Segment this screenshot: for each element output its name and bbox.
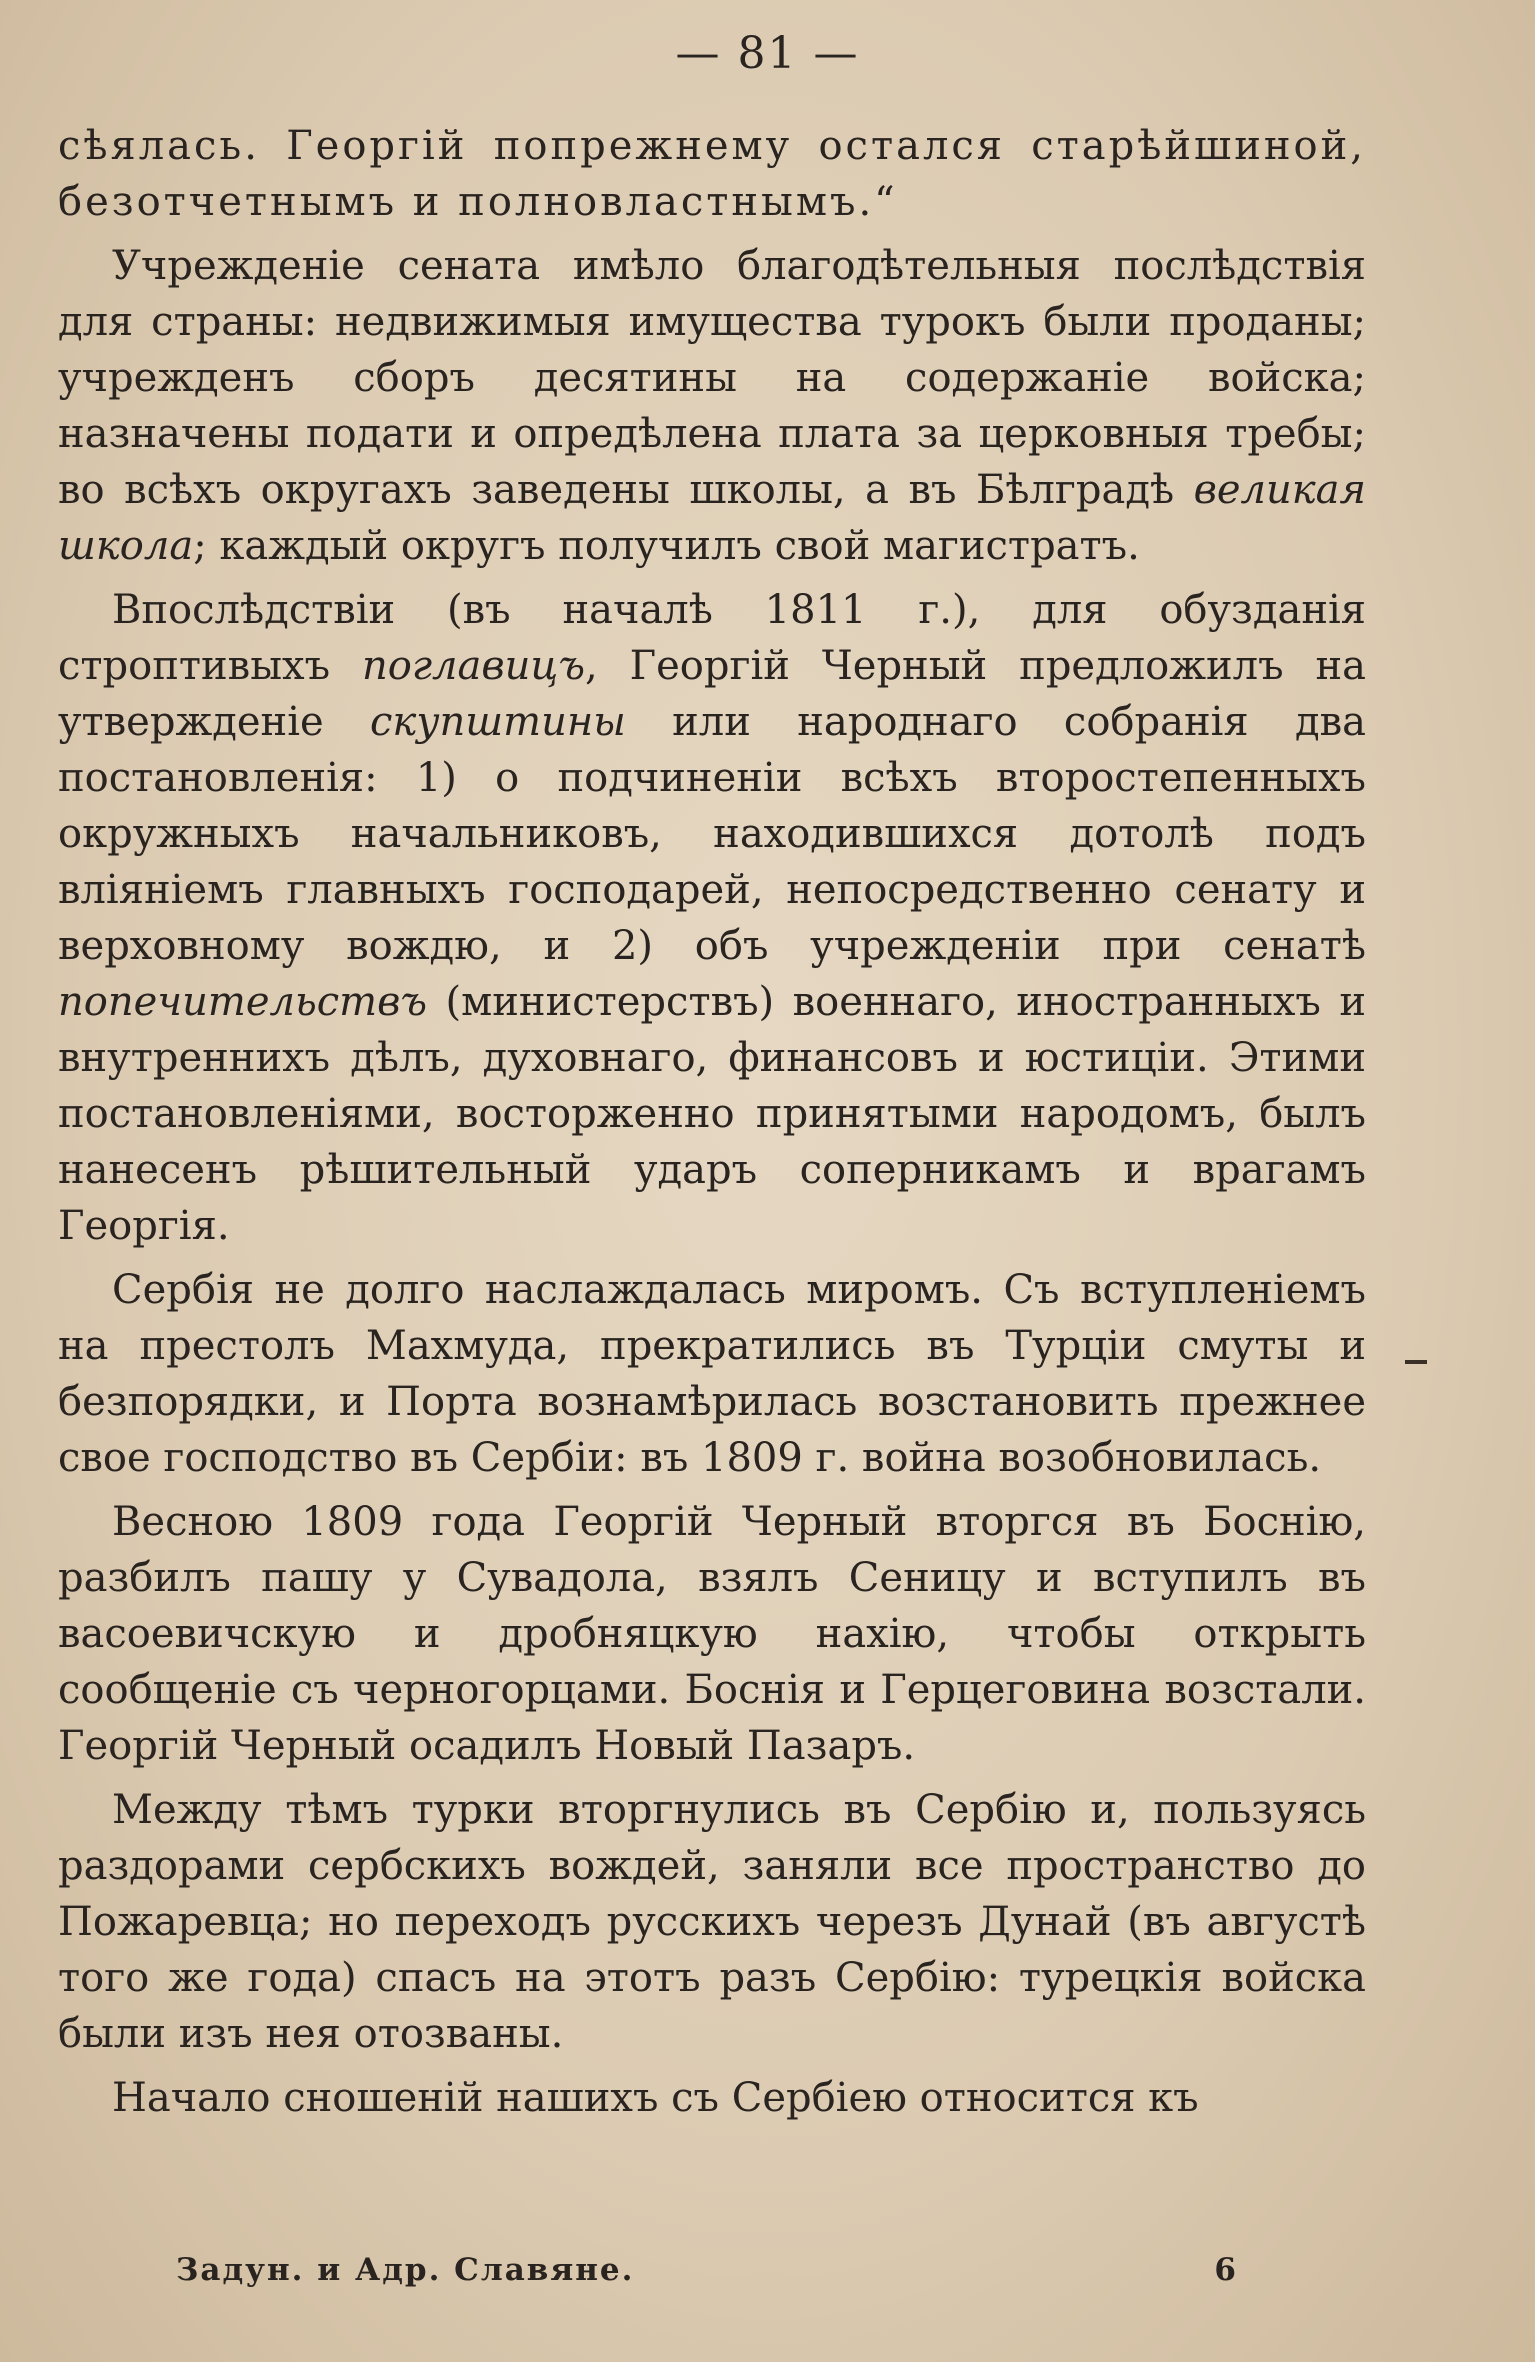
body-text [58, 118, 1366, 2126]
margin-dash-mark [1405, 1360, 1427, 1364]
paragraph-3-text-3: или народнаго собранія два постановленія: 1) о подчиненіи всѣхъ второстепенныхъ окружныхъ начальниковъ, находившихся дотолѣ подъ вліяніемъ главныхъ господарей, непосредственно сенату и верховному вождю, и 2) объ учрежденіи при сенатѣ [58, 699, 1366, 969]
signature-number: 6 [1214, 2252, 1238, 2288]
paragraph-2 [58, 238, 1366, 574]
paragraph-1-text: сѣялась. Георгій попрежнему остался старѣйшиной, безотчетнымъ и полновластнымъ.“ [58, 123, 1366, 225]
italic-term-velikaya-shkola: великая школа [58, 467, 1366, 569]
italic-term-popechitelstv: попечительствъ [58, 979, 428, 1025]
paragraph-4 [58, 1262, 1366, 1486]
italic-term-poglavits: поглавицъ [361, 643, 585, 689]
paragraph-7-text: Начало сношеній нашихъ съ Сербіею относится къ [112, 2075, 1199, 2121]
paragraph-3 [58, 582, 1366, 1254]
paragraph-6 [58, 1782, 1366, 2062]
paragraph-6-text: Между тѣмъ турки вторгнулись въ Сербію и, пользуясь раздорами сербскихъ вождей, заняли все пространство до Пожаревца; но переходъ русскихъ черезъ Дунай (въ августѣ того же года) спасъ на этотъ разъ Сербію: турецкія войска были изъ нея отозваны. [58, 1787, 1366, 2057]
paragraph-5 [58, 1494, 1366, 1774]
paragraph-2-text-end: ; каждый округъ получилъ свой магистратъ. [193, 523, 1140, 569]
paragraph-5-text: Весною 1809 года Георгій Черный вторгся въ Боснію, разбилъ пашу у Сувадола, взялъ Сеницу и вступилъ въ васоевичскую и дробняцкую нахію, чтобы открыть сообщеніе съ черногорцами. Боснія и Герцеговина возстали. Георгій Черный осадилъ Новый Пазаръ. [58, 1499, 1366, 1769]
paragraph-3-text-2: , Георгій Черный предложилъ на утвержденіе [58, 643, 1366, 745]
paragraph-1 [58, 118, 1366, 230]
paragraph-7 [58, 2070, 1366, 2126]
paragraph-3-text: Впослѣдствіи (въ началѣ 1811 г.), для обузданія строптивыхъ [58, 587, 1366, 689]
page-number: — 81 — [675, 28, 860, 79]
paragraph-4-text: Сербія не долго наслаждалась миромъ. Съ вступленіемъ на престолъ Махмуда, прекратились въ Турціи смуты и безпорядки, и Порта вознамѣрилась возстановить прежнее свое господство въ Сербіи: въ 1809 г. война возобновилась. [58, 1267, 1366, 1481]
paragraph-3-text-4: (министерствъ) военнаго, иностранныхъ и внутреннихъ дѣлъ, духовнаго, финансовъ и юстиціи. Этими постановленіями, восторженно принятыми народомъ, былъ нанесенъ рѣшительный ударъ соперникамъ и врагамъ Георгія. [58, 979, 1366, 1249]
italic-term-skupshtiny: скупштины [370, 699, 626, 745]
paragraph-2-text: Учрежденіе сената имѣло благодѣтельныя послѣдствія для страны: недвижимыя имущества турокъ были проданы; учрежденъ сборъ десятины на содержаніе войска; назначены подати и опредѣлена плата за церковныя требы; во всѣхъ округахъ заведены школы, а въ Бѣлградѣ [58, 243, 1366, 513]
signature-mark: Задун. и Адр. Славяне. [176, 2252, 635, 2288]
